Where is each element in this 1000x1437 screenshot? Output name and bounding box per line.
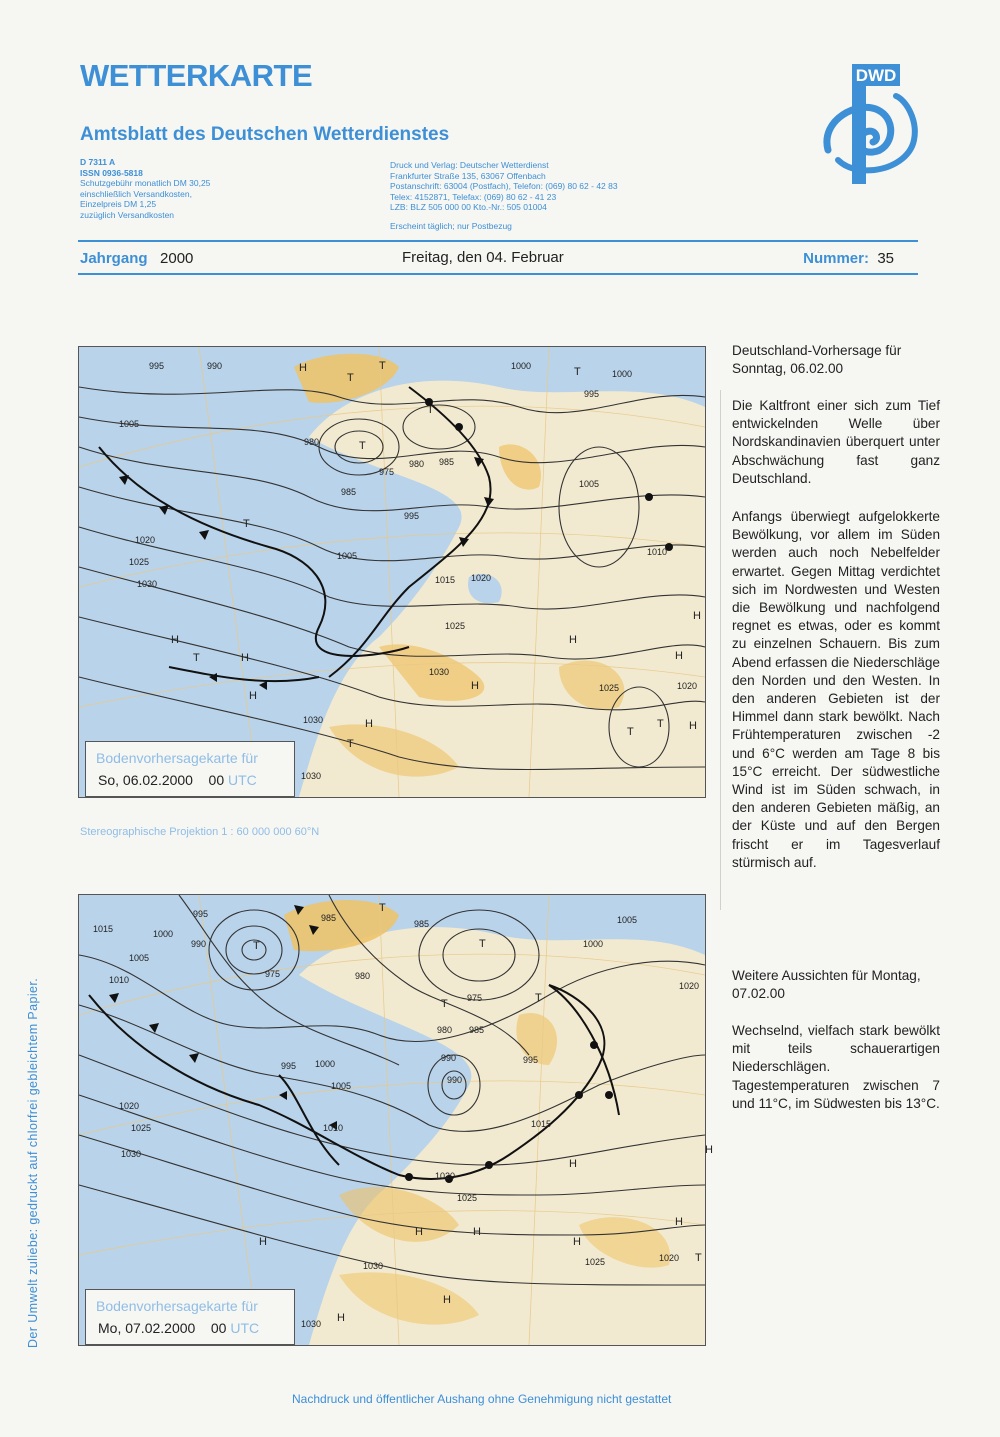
isobar-label: 995 <box>584 389 600 399</box>
masthead-title: WETTERKARTE <box>80 58 313 93</box>
pressure-center: H <box>337 1312 345 1324</box>
isobar-label: 1010 <box>109 975 130 985</box>
isobar-label: 990 <box>191 939 207 949</box>
isobar-label: 1005 <box>331 1081 352 1091</box>
issue-date: Freitag, den 04. Februar <box>402 249 564 266</box>
pressure-center: H <box>573 1236 581 1248</box>
isobar-label: 1030 <box>429 667 450 677</box>
volume <box>80 250 193 267</box>
pressure-center: H <box>299 362 307 374</box>
pressure-center: H <box>473 1226 481 1238</box>
publisher-info <box>390 160 618 231</box>
forecast-map-monday <box>78 894 713 1346</box>
footer-copyright: Nachdruck und öffentlicher Aushang ohne Genehmigung nicht gestattet <box>292 1392 672 1406</box>
isobar-label: 1030 <box>301 1319 322 1329</box>
outlook-heading: Weitere Aussichten für Montag, 07.02.00 <box>732 968 921 1002</box>
map-valid-time <box>98 1320 259 1336</box>
isobar-label: 1005 <box>129 953 150 963</box>
isobar-label: 1010 <box>323 1123 344 1133</box>
map-date: So, 06.02.2000 <box>98 772 193 788</box>
isobar-label: 995 <box>523 1055 539 1065</box>
pressure-center: T <box>359 440 366 452</box>
map-utc: UTC <box>230 1320 260 1336</box>
isobar-label: 980 <box>355 971 371 981</box>
info-line: einschließlich Versandkosten, <box>80 188 192 199</box>
issue-number <box>803 250 894 267</box>
isobar-label: 1020 <box>135 535 156 545</box>
info-line: Schutzgebühr monatlich DM 30,25 <box>80 178 211 188</box>
pressure-center: H <box>443 1294 451 1306</box>
pressure-center: H <box>569 634 577 646</box>
forecast-paragraph-2: Anfangs überwiegt aufgelokkerte Bewölkung, vor allem im Süden werden auch noch Nebelfelder erwartet. Gegen Mittag verdichtet sich im Nordwesten und Westen die Bewölkung und nachfolgend regnet es etwas, oder es kommt zu einzelnen Schauern. Bis zum Abend erfassen die Niederschläge den Norden und den Westen. In den anderen Gebieten ist der Himmel dann stark bewölkt. Nach Frühtemperaturen zwischen -2 und 6°C werden am Tage 8 bis 15°C erreicht. Der südwestliche Wind ist im Süden schwach, in den anderen Gebieten mäßig, an der Küste und auf den Bergen frischt er im Tagesverlauf stürmisch auf. <box>732 509 940 870</box>
isobar-label: 975 <box>265 969 281 979</box>
outlook-paragraph: Wechselnd, vielfach stark bewölkt mit teils schauerartigen Niederschlägen. Tagestemperaturen zwischen 7 und 11°C, im Südwesten bis 13°C. <box>732 1023 940 1111</box>
pressure-center: H <box>689 720 697 732</box>
info-line: Telex: 4152871, Telefax: (069) 80 62 - 41 23 <box>390 191 557 202</box>
isobar-label: 995 <box>404 511 420 521</box>
isobar-label: 1005 <box>337 551 358 561</box>
isobar-label: 990 <box>441 1053 457 1063</box>
column-divider <box>720 390 721 910</box>
logo-text: DWD <box>855 66 897 85</box>
isobar-label: 980 <box>409 459 425 469</box>
number-value: 35 <box>877 250 894 267</box>
info-line: Erscheint täglich; nur Postbezug <box>390 220 512 231</box>
pressure-center: T <box>535 992 542 1004</box>
isobar-label: 1000 <box>612 369 633 379</box>
isobar-label: 1020 <box>659 1253 680 1263</box>
isobar-label: 1025 <box>129 557 150 567</box>
isobar-label: 1020 <box>435 1171 456 1181</box>
isobar-label: 995 <box>193 909 209 919</box>
publication-info <box>80 157 210 220</box>
info-line: ISSN 0936-5818 <box>80 167 143 178</box>
info-line: Frankfurter Straße 135, 63067 Offenbach <box>390 170 546 181</box>
pressure-center: T <box>347 372 354 384</box>
isobar-label: 1030 <box>303 715 324 725</box>
info-line: D 7311 A <box>80 157 116 167</box>
isobar-label: 1005 <box>119 419 140 429</box>
pressure-center: H <box>415 1226 423 1238</box>
pressure-center: T <box>379 360 386 372</box>
map-hour: 00 <box>208 772 225 788</box>
pressure-center: H <box>365 718 373 730</box>
info-line: zuzüglich Versandkosten <box>80 209 175 220</box>
map-caption-box <box>85 1289 295 1345</box>
eco-paper-note: Der Umwelt zuliebe: gedruckt auf chlorfrei gebleichtem Papier. <box>26 977 40 1348</box>
isobar-label: 985 <box>321 913 337 923</box>
isobar-label: 1030 <box>363 1261 384 1271</box>
pressure-center: T <box>243 518 250 530</box>
forecast-map-sunday <box>78 346 706 798</box>
isobar-label: 1025 <box>599 683 620 693</box>
isobar-label: 980 <box>437 1025 453 1035</box>
map-date: Mo, 07.02.2000 <box>98 1320 196 1336</box>
map-caption-box <box>85 741 295 797</box>
isobar-label: 1030 <box>137 579 158 589</box>
isobar-label: 1025 <box>585 1257 606 1267</box>
info-line: Einzelpreis DM 1,25 <box>80 199 157 209</box>
pressure-center: T <box>695 1252 702 1264</box>
isobar-label: 1025 <box>457 1193 478 1203</box>
isobar-label: 1005 <box>617 915 638 925</box>
pressure-center: H <box>675 650 683 662</box>
pressure-center: T <box>347 738 354 750</box>
isobar-label: 1020 <box>679 981 700 991</box>
isobar-label: 1020 <box>677 681 698 691</box>
pressure-center: T <box>379 902 386 914</box>
pressure-center: H <box>705 1144 713 1156</box>
rule-bottom <box>78 273 918 275</box>
isobar-label: 985 <box>414 919 430 929</box>
isobar-label: 1015 <box>531 1119 552 1129</box>
pressure-center: T <box>627 726 634 738</box>
isobar-label: 1025 <box>131 1123 152 1133</box>
isobar-label: 995 <box>281 1061 297 1071</box>
pressure-center: H <box>259 1236 267 1248</box>
info-line: LZB: BLZ 505 000 00 Kto.-Nr.: 505 01004 <box>390 202 547 212</box>
isobar-label: 1000 <box>153 929 174 939</box>
info-line: Druck und Verlag: Deutscher Wetterdienst <box>390 160 549 170</box>
isobar-label: 985 <box>469 1025 485 1035</box>
isobar-label: 1000 <box>315 1059 336 1069</box>
isobar-label: 1030 <box>121 1149 142 1159</box>
forecast-paragraph-1: Die Kaltfront einer sich zum Tief entwickelnden Welle über Nordskandinavien überquert unter Abschwächung fast ganz Deutschland. <box>732 398 940 486</box>
isobar-label: 1025 <box>445 621 466 631</box>
volume-value: 2000 <box>160 250 194 267</box>
isobar-label: 990 <box>207 361 223 371</box>
info-line: Postanschrift: 63004 (Postfach), Telefon: (069) 80 62 - 42 83 <box>390 181 618 191</box>
isobar-label: 1030 <box>301 771 322 781</box>
pressure-center: H <box>171 634 179 646</box>
map-svg <box>79 347 705 797</box>
pressure-center: T <box>479 938 486 950</box>
dwd-logo <box>818 60 918 190</box>
rule-top <box>78 240 918 242</box>
pressure-center: H <box>249 690 257 702</box>
pressure-center: T <box>441 998 448 1010</box>
isobar-label: 995 <box>149 361 165 371</box>
number-label: Nummer: <box>803 250 869 267</box>
map-utc: UTC <box>228 772 257 788</box>
forecast-heading: Deutschland-Vorhersage für Sonntag, 06.02.00 <box>732 343 902 377</box>
pressure-center: T <box>574 366 581 378</box>
isobar-label: 980 <box>304 437 320 447</box>
volume-label: Jahrgang <box>80 250 148 267</box>
map-hour: 00 <box>210 1320 227 1336</box>
projection-note: Stereographische Projektion 1 : 60 000 000 60°N <box>80 826 320 838</box>
pressure-center: H <box>693 610 701 622</box>
map-valid-time <box>98 772 257 788</box>
pressure-center: H <box>241 652 249 664</box>
pressure-center: T <box>657 718 664 730</box>
pressure-center: H <box>471 680 479 692</box>
isobar-label: 1010 <box>647 547 668 557</box>
pressure-center: T <box>253 940 260 952</box>
isobar-label: 985 <box>439 457 455 467</box>
masthead-subtitle: Amtsblatt des Deutschen Wetterdienstes <box>80 124 450 145</box>
isobar-label: 1020 <box>119 1101 140 1111</box>
isobar-label: 1000 <box>511 361 532 371</box>
pressure-center: H <box>675 1216 683 1228</box>
isobar-label: 1015 <box>93 924 114 934</box>
pressure-center: T <box>427 404 434 416</box>
isobar-label: 990 <box>447 1075 463 1085</box>
isobar-label: 975 <box>467 993 483 1003</box>
isobar-label: 985 <box>341 487 357 497</box>
isobar-label: 1020 <box>471 573 492 583</box>
isobar-label: 975 <box>379 467 395 477</box>
map-caption: Bodenvorhersagekarte für <box>96 750 258 766</box>
pressure-center: T <box>193 652 200 664</box>
isobar-label: 1005 <box>579 479 600 489</box>
map-caption: Bodenvorhersagekarte für <box>96 1298 258 1314</box>
issue-line <box>80 248 916 270</box>
isobar-label: 1000 <box>583 939 604 949</box>
map-svg <box>79 895 713 1345</box>
isobar-label: 1015 <box>435 575 456 585</box>
pressure-center: H <box>569 1158 577 1170</box>
